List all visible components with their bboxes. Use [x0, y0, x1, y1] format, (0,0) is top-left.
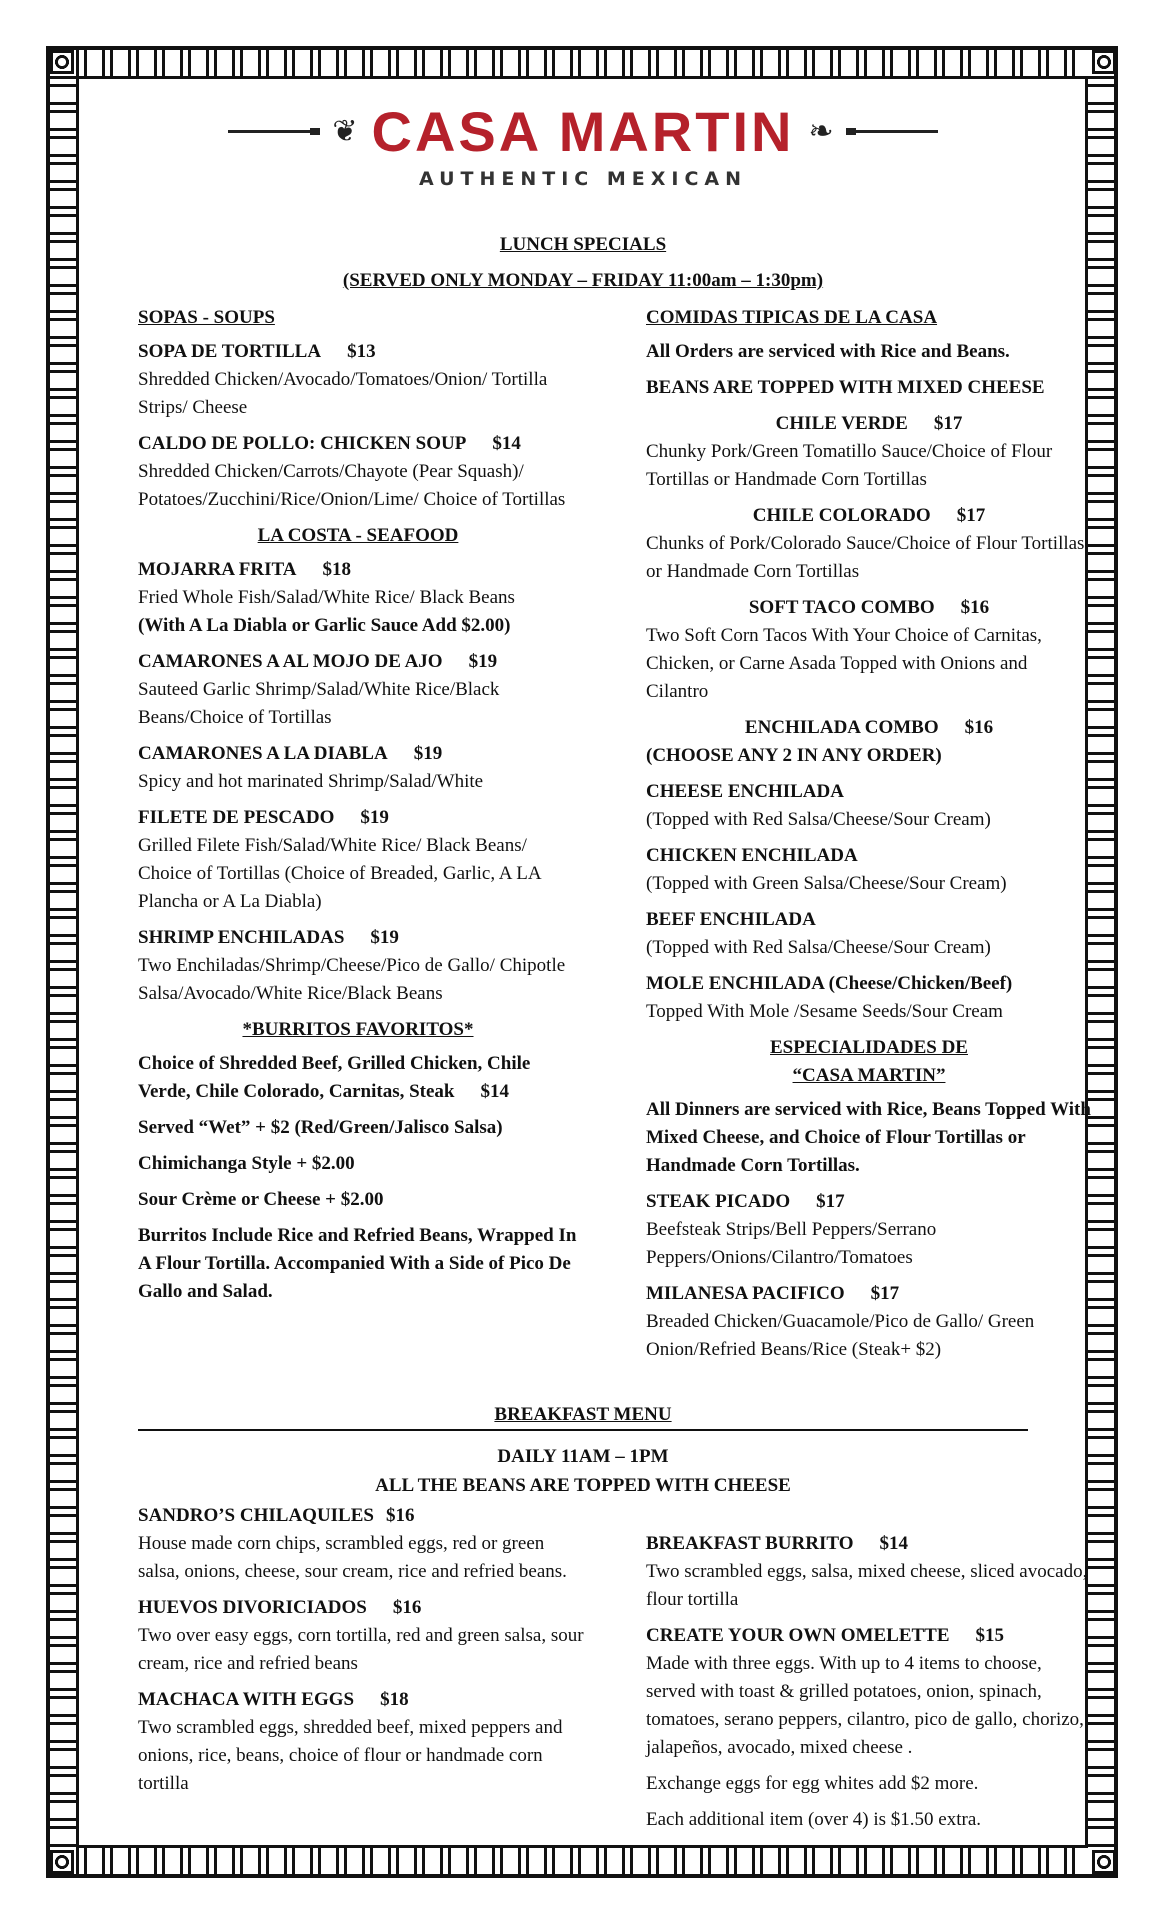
- item-description: Chunks of Pork/Colorado Sauce/Choice of Flour Tortillas or Handmade Corn Tortillas: [646, 533, 1085, 582]
- item-description: Sauteed Garlic Shrimp/Salad/White Rice/Black Beans/Choice of Tortillas: [138, 679, 500, 728]
- breakfast-left-column: [138, 1502, 588, 1806]
- item-price: $18: [380, 1689, 409, 1710]
- menu-item: [646, 842, 1092, 898]
- item-description: Made with three eggs. With up to 4 items to choose, served with toast & grilled potatoes, onion, spinach, tomatoes, serano peppers, cilantro, pico de gallo, chorizo, jalapeños, avocado, mixed cheese .: [646, 1653, 1084, 1758]
- menu-item: [138, 924, 578, 1008]
- item-price: $17: [870, 1283, 900, 1304]
- breakfast-divider: [138, 1429, 1028, 1431]
- additional-item-note: Each additional item (over 4) is $1.50 extra.: [646, 1809, 982, 1830]
- burrito-choice-text: Choice of Shredded Beef, Grilled Chicken, Chile Verde, Chile Colorado, Carnitas, Steak: [138, 1053, 531, 1102]
- item-description: Beefsteak Strips/Bell Peppers/Serrano Peppers/Onions/Cilantro/Tomatoes: [646, 1219, 937, 1268]
- item-price: $14: [879, 1533, 908, 1554]
- item-description: House made corn chips, scrambled eggs, red or green salsa, onions, cheese, sour cream, rice and refried beans.: [138, 1533, 567, 1582]
- item-name: CREATE YOUR OWN OMELETTE: [646, 1625, 950, 1646]
- corner-ornament-icon: [50, 1850, 74, 1874]
- corner-ornament-icon: [1092, 50, 1116, 74]
- greek-key-border-top: [76, 50, 1088, 76]
- item-price: $16: [960, 597, 990, 618]
- item-description: (Topped with Green Salsa/Cheese/Sour Cream): [646, 873, 1007, 894]
- item-name: MILANESA PACIFICO: [646, 1283, 845, 1304]
- item-name: SHRIMP ENCHILADAS: [138, 927, 345, 948]
- item-name: CHICKEN ENCHILADA: [646, 845, 858, 866]
- burrito-chimichanga-option: Chimichanga Style + $2.00: [138, 1153, 355, 1174]
- item-price: $14: [480, 1081, 509, 1102]
- item-description: Two over easy eggs, corn tortilla, red and green salsa, sour cream, rice and refried beans: [138, 1625, 584, 1674]
- burritos-heading: *BURRITOS FAVORITOS*: [242, 1019, 474, 1040]
- breakfast-beans-note: ALL THE BEANS ARE TOPPED WITH CHEESE: [375, 1475, 791, 1496]
- item-name: SOPA DE TORTILLA: [138, 341, 322, 362]
- menu-item: [646, 1280, 1092, 1364]
- lunch-right-column: [646, 304, 1092, 1372]
- tipicas-beans-note: BEANS ARE TOPPED WITH MIXED CHEESE: [646, 377, 1045, 398]
- menu-item: [138, 740, 578, 796]
- item-name: CHILE VERDE: [775, 413, 908, 434]
- breakfast-title: BREAKFAST MENU: [494, 1404, 672, 1425]
- menu-item: [646, 594, 1092, 706]
- breakfast-right-column: [646, 1530, 1094, 1842]
- item-name: CAMARONES A AL MOJO DE AJO: [138, 651, 443, 672]
- item-price: $16: [392, 1597, 422, 1618]
- soups-heading: SOPAS - SOUPS: [138, 307, 275, 328]
- combo-note: (CHOOSE ANY 2 IN ANY ORDER): [646, 745, 942, 766]
- item-price: $17: [816, 1191, 845, 1212]
- item-name: HUEVOS DIVORICIADOS: [138, 1597, 367, 1618]
- menu-item: [646, 970, 1092, 1026]
- burrito-choice: [138, 1050, 578, 1106]
- item-name: BREAKFAST BURRITO: [646, 1533, 854, 1554]
- item-price: $19: [370, 927, 399, 948]
- menu-item: [138, 648, 578, 732]
- tipicas-note: All Orders are serviced with Rice and Beans.: [646, 341, 1010, 362]
- lunch-specials-title: LUNCH SPECIALS: [499, 234, 667, 255]
- burrito-wet-option: Served “Wet” + $2 (Red/Green/Jalisco Salsa): [138, 1117, 503, 1138]
- brand-name: CASA MARTIN: [371, 99, 795, 163]
- item-description: (Topped with Red Salsa/Cheese/Sour Cream): [646, 809, 991, 830]
- menu-item: [138, 430, 578, 514]
- item-name: MOJARRA FRITA: [138, 559, 297, 580]
- especialidades-heading-sub: “CASA MARTIN”: [792, 1065, 946, 1086]
- item-price: $19: [360, 807, 389, 828]
- item-description: Two scrambled eggs, shredded beef, mixed peppers and onions, rice, beans, choice of flour or handmade corn tortilla: [138, 1717, 563, 1794]
- item-name: CALDO DE POLLO: CHICKEN SOUP: [138, 433, 467, 454]
- greek-key-border-left: [50, 76, 76, 1848]
- seafood-heading: LA COSTA - SEAFOOD: [257, 525, 459, 546]
- item-name: SANDRO’S CHILAQUILES: [138, 1505, 374, 1526]
- egg-whites-note: Exchange eggs for egg whites add $2 more.: [646, 1773, 979, 1794]
- item-description: Breaded Chicken/Guacamole/Pico de Gallo/ Green Onion/Refried Beans/Rice (Steak+ $2): [646, 1311, 1035, 1360]
- item-name: MOLE ENCHILADA (Cheese/Chicken/Beef): [646, 973, 1013, 994]
- menu-item: [646, 1530, 1094, 1614]
- flourish-icon: ❦: [332, 113, 358, 149]
- menu-item: [646, 778, 1092, 834]
- decorative-line: [228, 130, 318, 133]
- item-name: MACHACA WITH EGGS: [138, 1689, 355, 1710]
- menu-item: [646, 1188, 1092, 1272]
- item-price: $18: [322, 559, 352, 580]
- item-price: $17: [933, 413, 963, 434]
- especialidades-heading: ESPECIALIDADES DE: [770, 1037, 968, 1058]
- item-extra: (With A La Diabla or Garlic Sauce Add $2.00): [138, 615, 511, 636]
- menu-item: [646, 502, 1092, 586]
- enchilada-combo: [646, 714, 1092, 770]
- breakfast-hours: DAILY 11AM – 1PM: [497, 1446, 669, 1467]
- menu-item: [138, 1594, 588, 1678]
- item-description: Topped With Mole /Sesame Seeds/Sour Cream: [646, 1001, 1003, 1022]
- lunch-left-column: [138, 304, 578, 1314]
- item-description: Chunky Pork/Green Tomatillo Sauce/Choice of Flour Tortillas or Handmade Corn Tortillas: [646, 441, 1053, 490]
- item-name: FILETE DE PESCADO: [138, 807, 335, 828]
- flourish-icon: ❧: [808, 113, 834, 149]
- item-description: Shredded Chicken/Avocado/Tomatoes/Onion/ Tortilla Strips/ Cheese: [138, 369, 548, 418]
- tipicas-heading: COMIDAS TIPICAS DE LA CASA: [646, 307, 938, 328]
- corner-ornament-icon: [50, 50, 74, 74]
- item-description: (Topped with Red Salsa/Cheese/Sour Cream): [646, 937, 991, 958]
- item-description: Two scrambled eggs, salsa, mixed cheese, sliced avocado, flour tortilla: [646, 1561, 1088, 1610]
- item-description: Grilled Filete Fish/Salad/White Rice/ Black Beans/ Choice of Tortillas (Choice of Breaded, Garlic, A LA Plancha or A La Diabla): [138, 835, 541, 912]
- especialidades-note: All Dinners are serviced with Rice, Beans Topped With Mixed Cheese, and Choice of Flour Tortillas or Handmade Corn Tortillas.: [646, 1099, 1091, 1176]
- brand-row: [150, 96, 1016, 166]
- item-price: $19: [468, 651, 498, 672]
- lunch-hours: (SERVED ONLY MONDAY – FRIDAY 11:00am – 1:30pm): [342, 270, 824, 291]
- burrito-sour-cream-option: Sour Crème or Cheese + $2.00: [138, 1189, 384, 1210]
- greek-key-border-bottom: [76, 1848, 1088, 1874]
- menu-item: [138, 804, 578, 916]
- item-price: $16: [385, 1505, 415, 1526]
- item-price: $15: [975, 1625, 1005, 1646]
- menu-item: [138, 338, 578, 422]
- item-name: SOFT TACO COMBO: [748, 597, 935, 618]
- item-price: $17: [956, 505, 986, 526]
- brand-tagline: AUTHENTIC MEXICAN: [418, 168, 748, 190]
- item-price: $19: [413, 743, 443, 764]
- burrito-include-note: Burritos Include Rice and Refried Beans, Wrapped In A Flour Tortilla. Accompanied With a Side of Pico De Gallo and Salad.: [138, 1225, 577, 1302]
- item-description: Shredded Chicken/Carrots/Chayote (Pear Squash)/ Potatoes/Zucchini/Rice/Onion/Lime/ Choice of Tortillas: [138, 461, 566, 510]
- menu-item: [646, 1622, 1094, 1762]
- menu-item: [138, 1502, 588, 1586]
- item-price: $13: [347, 341, 376, 362]
- menu-header: [150, 96, 1016, 190]
- item-description: Spicy and hot marinated Shrimp/Salad/White: [138, 771, 484, 792]
- menu-item: [646, 906, 1092, 962]
- corner-ornament-icon: [1092, 1850, 1116, 1874]
- menu-item: [138, 1686, 588, 1798]
- menu-item: [138, 556, 578, 640]
- menu-item: [646, 410, 1092, 494]
- item-description: Two Soft Corn Tacos With Your Choice of Carnitas, Chicken, or Carne Asada Topped with Onions and Cilantro: [646, 625, 1042, 702]
- item-description: Two Enchiladas/Shrimp/Cheese/Pico de Gallo/ Chipotle Salsa/Avocado/White Rice/Black Beans: [138, 955, 566, 1004]
- item-name: CHILE COLORADO: [752, 505, 931, 526]
- decorative-line: [848, 130, 938, 133]
- item-name: CAMARONES A LA DIABLA: [138, 743, 388, 764]
- item-price: $14: [492, 433, 521, 454]
- item-name: BEEF ENCHILADA: [646, 909, 816, 930]
- item-name: CHEESE ENCHILADA: [646, 781, 844, 802]
- item-description: Fried Whole Fish/Salad/White Rice/ Black Beans: [138, 587, 515, 608]
- item-name: ENCHILADA COMBO: [744, 717, 939, 738]
- breakfast-hours-block: [138, 1442, 1028, 1500]
- item-price: $16: [964, 717, 994, 738]
- item-name: STEAK PICADO: [646, 1191, 791, 1212]
